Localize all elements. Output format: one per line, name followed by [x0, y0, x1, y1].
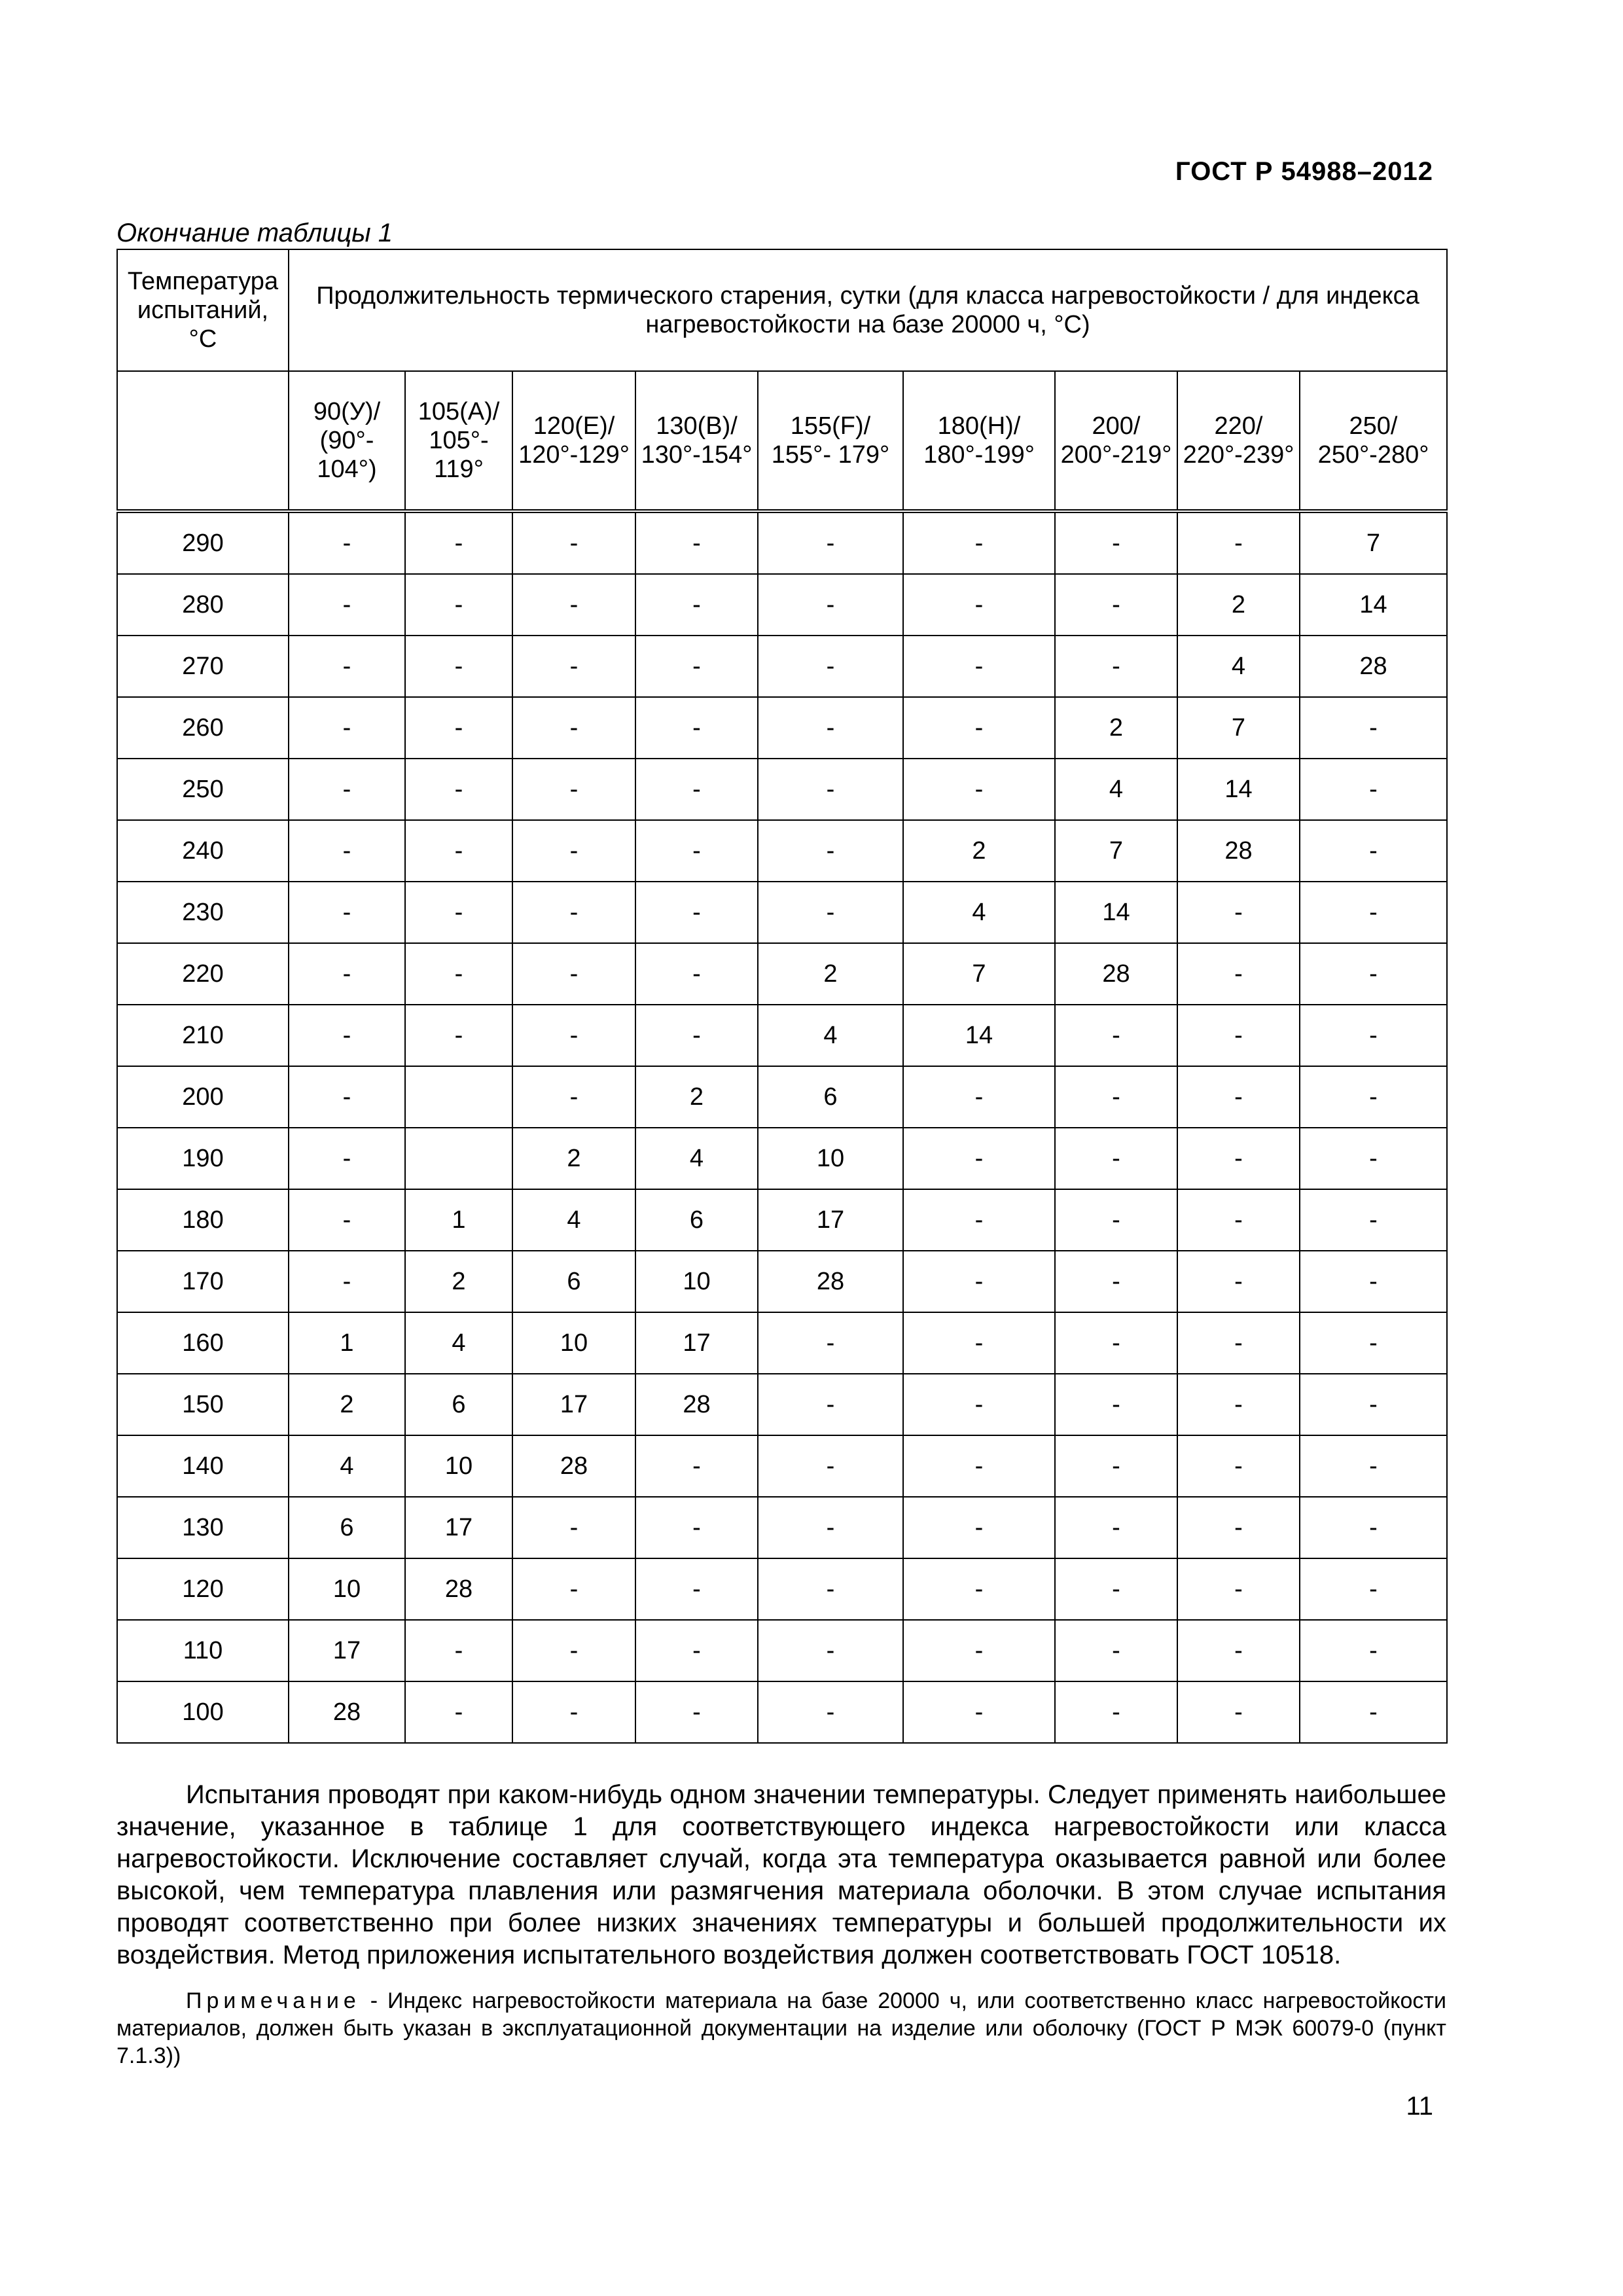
- duration-cell: -: [1300, 1005, 1447, 1066]
- duration-cell: -: [289, 1066, 405, 1128]
- duration-cell: -: [289, 511, 405, 574]
- duration-cell: -: [903, 511, 1055, 574]
- temperature-cell: 150: [117, 1374, 289, 1435]
- duration-cell: 2: [903, 820, 1055, 882]
- temperature-cell: 180: [117, 1189, 289, 1251]
- duration-cell: -: [405, 820, 512, 882]
- table-row: [117, 943, 1447, 1005]
- duration-cell: -: [903, 1497, 1055, 1558]
- duration-cell: -: [512, 1558, 635, 1620]
- duration-cell: -: [758, 1374, 903, 1435]
- body-paragraph: [116, 1779, 1446, 1971]
- duration-cell: -: [1300, 820, 1447, 882]
- duration-cell: -: [903, 1681, 1055, 1743]
- duration-cell: -: [1177, 1128, 1300, 1189]
- duration-cell: 14: [903, 1005, 1055, 1066]
- duration-cell: -: [512, 574, 635, 636]
- duration-cell: -: [512, 636, 635, 697]
- duration-cell: -: [635, 1497, 758, 1558]
- duration-cell: -: [289, 1189, 405, 1251]
- duration-cell: -: [1055, 1005, 1177, 1066]
- duration-cell: -: [1177, 1312, 1300, 1374]
- duration-cell: -: [512, 511, 635, 574]
- duration-cell: -: [903, 1620, 1055, 1681]
- duration-cell: 6: [758, 1066, 903, 1128]
- temperature-cell: 200: [117, 1066, 289, 1128]
- duration-cell: -: [1177, 1066, 1300, 1128]
- temperature-cell: 190: [117, 1128, 289, 1189]
- duration-cell: -: [512, 1497, 635, 1558]
- duration-cell: 28: [1177, 820, 1300, 882]
- document-code: ГОСТ Р 54988–2012: [1175, 157, 1433, 186]
- temperature-cell: 130: [117, 1497, 289, 1558]
- duration-cell: -: [289, 574, 405, 636]
- paragraph-text: Испытания проводят при каком-нибудь одном значении температуры. Следует применять наибольшее значение, указанное в таблице 1 для соответствующего индекса нагревостойкости или класса нагревостойкости. Исключение составляет случай, когда эта температура оказывается равной или более высокой, чем температура плавления или размягчения материала оболочки. В этом случае испытания проводят соответственно при более низких значениях температуры и большей продолжительности их воздействия. Метод приложения испытательного воздействия должен соответствовать ГОСТ 10518.: [116, 1780, 1446, 1969]
- duration-cell: -: [903, 1128, 1055, 1189]
- table-row: [117, 1066, 1447, 1128]
- duration-cell: 2: [405, 1251, 512, 1312]
- class-header-cell: 105(А)/ 105°- 119°: [405, 371, 512, 511]
- duration-cell: 10: [405, 1435, 512, 1497]
- temperature-cell: 260: [117, 697, 289, 759]
- duration-cell: 17: [635, 1312, 758, 1374]
- duration-cell: -: [289, 1128, 405, 1189]
- duration-cell: 4: [1055, 759, 1177, 820]
- aging-duration-table: [116, 249, 1448, 1744]
- table-row: [117, 636, 1447, 697]
- temperature-cell: 140: [117, 1435, 289, 1497]
- duration-cell: 7: [1055, 820, 1177, 882]
- duration-cell: [405, 1128, 512, 1189]
- duration-cell: -: [903, 697, 1055, 759]
- duration-cell: -: [512, 1681, 635, 1743]
- duration-cell: -: [758, 1435, 903, 1497]
- duration-cell: 7: [1177, 697, 1300, 759]
- duration-cell: -: [635, 1681, 758, 1743]
- duration-cell: -: [1300, 1251, 1447, 1312]
- duration-cell: 6: [512, 1251, 635, 1312]
- duration-cell: 6: [635, 1189, 758, 1251]
- duration-cell: -: [512, 943, 635, 1005]
- duration-cell: -: [1177, 1620, 1300, 1681]
- duration-cell: -: [289, 759, 405, 820]
- class-header-cell: 120(Е)/ 120°-129°: [512, 371, 635, 511]
- duration-cell: 2: [635, 1066, 758, 1128]
- temperature-cell: 170: [117, 1251, 289, 1312]
- duration-cell: 1: [405, 1189, 512, 1251]
- table-row: [117, 1312, 1447, 1374]
- duration-cell: 10: [758, 1128, 903, 1189]
- duration-cell: -: [512, 1066, 635, 1128]
- duration-cell: 4: [289, 1435, 405, 1497]
- duration-cell: -: [289, 882, 405, 943]
- duration-cell: -: [512, 1005, 635, 1066]
- duration-cell: -: [635, 759, 758, 820]
- duration-cell: 7: [1300, 511, 1447, 574]
- duration-cell: -: [405, 1681, 512, 1743]
- duration-cell: 2: [758, 943, 903, 1005]
- duration-cell: 17: [405, 1497, 512, 1558]
- duration-cell: -: [405, 636, 512, 697]
- duration-cell: -: [289, 943, 405, 1005]
- duration-cell: -: [1055, 1558, 1177, 1620]
- duration-cell: 28: [289, 1681, 405, 1743]
- duration-cell: -: [903, 759, 1055, 820]
- duration-cell: -: [1300, 1435, 1447, 1497]
- table-row: [117, 697, 1447, 759]
- table-row: [117, 759, 1447, 820]
- duration-cell: 28: [1300, 636, 1447, 697]
- duration-cell: -: [512, 1620, 635, 1681]
- duration-cell: -: [635, 1435, 758, 1497]
- duration-cell: -: [405, 1620, 512, 1681]
- duration-cell: -: [289, 636, 405, 697]
- duration-cell: -: [512, 820, 635, 882]
- duration-cell: [405, 1066, 512, 1128]
- duration-cell: -: [903, 1066, 1055, 1128]
- duration-cell: -: [1177, 882, 1300, 943]
- duration-cell: -: [758, 1497, 903, 1558]
- duration-cell: -: [1055, 574, 1177, 636]
- duration-cell: 2: [1177, 574, 1300, 636]
- duration-cell: -: [405, 882, 512, 943]
- duration-cell: 14: [1055, 882, 1177, 943]
- temperature-cell: 220: [117, 943, 289, 1005]
- duration-cell: -: [1055, 1251, 1177, 1312]
- duration-cell: -: [903, 1435, 1055, 1497]
- duration-cell: -: [289, 1251, 405, 1312]
- duration-cell: -: [1177, 1497, 1300, 1558]
- duration-cell: -: [405, 574, 512, 636]
- duration-cell: -: [1055, 1681, 1177, 1743]
- duration-cell: 17: [512, 1374, 635, 1435]
- temperature-cell: 280: [117, 574, 289, 636]
- duration-cell: -: [1300, 1066, 1447, 1128]
- duration-cell: 2: [289, 1374, 405, 1435]
- duration-cell: 14: [1300, 574, 1447, 636]
- class-header-cell: 90(У)/ (90°- 104°): [289, 371, 405, 511]
- duration-cell: -: [289, 820, 405, 882]
- duration-cell: -: [289, 697, 405, 759]
- table-caption: Окончание таблицы 1: [116, 219, 393, 247]
- duration-cell: 28: [405, 1558, 512, 1620]
- class-header-cell: 220/ 220°-239°: [1177, 371, 1300, 511]
- duration-header: Продолжительность термического старения, сутки (для класса нагревостойкости / для индекса нагревостойкости на базе 20000 ч, °С): [289, 249, 1447, 371]
- duration-cell: -: [635, 636, 758, 697]
- duration-cell: 17: [758, 1189, 903, 1251]
- duration-cell: -: [1300, 697, 1447, 759]
- duration-cell: -: [1300, 1374, 1447, 1435]
- table-row: [117, 1251, 1447, 1312]
- table-row: [117, 511, 1447, 574]
- class-header-cell: 250/ 250°-280°: [1300, 371, 1447, 511]
- duration-cell: 28: [635, 1374, 758, 1435]
- table-row: [117, 1681, 1447, 1743]
- duration-cell: 4: [405, 1312, 512, 1374]
- duration-cell: -: [512, 882, 635, 943]
- duration-cell: 10: [512, 1312, 635, 1374]
- duration-cell: 28: [512, 1435, 635, 1497]
- duration-cell: 2: [1055, 697, 1177, 759]
- table-row: [117, 820, 1447, 882]
- duration-cell: -: [1177, 1374, 1300, 1435]
- duration-cell: -: [758, 1620, 903, 1681]
- class-header-cell: 155(F)/ 155°- 179°: [758, 371, 903, 511]
- duration-cell: -: [758, 882, 903, 943]
- duration-cell: -: [903, 1374, 1055, 1435]
- table-row: [117, 1374, 1447, 1435]
- duration-cell: -: [903, 636, 1055, 697]
- duration-cell: -: [635, 943, 758, 1005]
- page-number: 11: [1406, 2092, 1433, 2121]
- duration-cell: -: [758, 1312, 903, 1374]
- temperature-cell: 290: [117, 511, 289, 574]
- duration-cell: 10: [289, 1558, 405, 1620]
- duration-cell: -: [903, 1251, 1055, 1312]
- temperature-cell: 110: [117, 1620, 289, 1681]
- duration-cell: 4: [635, 1128, 758, 1189]
- duration-cell: -: [1300, 1681, 1447, 1743]
- duration-cell: -: [1177, 1681, 1300, 1743]
- duration-cell: -: [1300, 1620, 1447, 1681]
- duration-cell: -: [512, 697, 635, 759]
- table-row: [117, 1189, 1447, 1251]
- duration-cell: 4: [512, 1189, 635, 1251]
- duration-cell: -: [1177, 511, 1300, 574]
- table-row: [117, 1128, 1447, 1189]
- duration-cell: -: [903, 1312, 1055, 1374]
- class-header-row: [117, 371, 1447, 511]
- duration-cell: -: [1055, 1066, 1177, 1128]
- duration-cell: 1: [289, 1312, 405, 1374]
- duration-cell: -: [1055, 1189, 1177, 1251]
- duration-cell: -: [512, 759, 635, 820]
- duration-cell: -: [635, 882, 758, 943]
- duration-cell: -: [903, 1558, 1055, 1620]
- temperature-cell: 250: [117, 759, 289, 820]
- class-header-cell: 180(Н)/ 180°-199°: [903, 371, 1055, 511]
- duration-cell: -: [289, 1005, 405, 1066]
- duration-cell: -: [635, 1558, 758, 1620]
- duration-cell: -: [1300, 943, 1447, 1005]
- duration-cell: -: [405, 1005, 512, 1066]
- duration-cell: 14: [1177, 759, 1300, 820]
- duration-cell: -: [1055, 1497, 1177, 1558]
- duration-cell: 28: [1055, 943, 1177, 1005]
- duration-cell: -: [1177, 943, 1300, 1005]
- duration-cell: -: [758, 1681, 903, 1743]
- duration-cell: -: [405, 697, 512, 759]
- duration-cell: -: [758, 574, 903, 636]
- duration-cell: -: [1300, 1497, 1447, 1558]
- duration-cell: -: [758, 511, 903, 574]
- duration-cell: -: [635, 820, 758, 882]
- duration-cell: -: [1055, 1374, 1177, 1435]
- duration-cell: 6: [289, 1497, 405, 1558]
- temperature-cell: 230: [117, 882, 289, 943]
- class-header-cell: 130(В)/ 130°-154°: [635, 371, 758, 511]
- duration-cell: 10: [635, 1251, 758, 1312]
- duration-cell: -: [1055, 1435, 1177, 1497]
- duration-cell: -: [1300, 1128, 1447, 1189]
- duration-cell: -: [405, 943, 512, 1005]
- duration-cell: -: [1177, 1189, 1300, 1251]
- duration-cell: -: [405, 759, 512, 820]
- duration-cell: -: [1300, 1312, 1447, 1374]
- note-label: Примечание: [186, 1988, 361, 2013]
- duration-cell: -: [405, 511, 512, 574]
- note-text: - Индекс нагревостойкости материала на базе 20000 ч, или соответственно класс нагревостойкости материалов, должен быть указан в эксплуатационной документации на изделие или оболочку (ГОСТ Р МЭК 60079-0 (пункт 7.1.3)): [116, 1988, 1446, 2068]
- duration-cell: -: [758, 636, 903, 697]
- duration-cell: -: [1055, 1128, 1177, 1189]
- duration-cell: 17: [289, 1620, 405, 1681]
- duration-cell: -: [1055, 1620, 1177, 1681]
- note: [116, 1987, 1446, 2070]
- temperature-cell: 270: [117, 636, 289, 697]
- duration-cell: -: [635, 574, 758, 636]
- duration-cell: -: [1177, 1005, 1300, 1066]
- table-header-row: [117, 249, 1447, 371]
- duration-cell: 6: [405, 1374, 512, 1435]
- duration-cell: -: [758, 1558, 903, 1620]
- table-row: [117, 882, 1447, 943]
- temperature-cell: 100: [117, 1681, 289, 1743]
- temperature-cell: 120: [117, 1558, 289, 1620]
- duration-cell: 28: [758, 1251, 903, 1312]
- duration-cell: -: [635, 511, 758, 574]
- table-row: [117, 1435, 1447, 1497]
- temperature-header: Температура испытаний, °С: [117, 249, 289, 371]
- duration-cell: -: [1300, 882, 1447, 943]
- duration-cell: -: [1177, 1435, 1300, 1497]
- table-row: [117, 574, 1447, 636]
- temperature-cell: 160: [117, 1312, 289, 1374]
- duration-cell: 7: [903, 943, 1055, 1005]
- duration-cell: -: [903, 574, 1055, 636]
- duration-cell: -: [1177, 1558, 1300, 1620]
- table-row: [117, 1497, 1447, 1558]
- duration-cell: -: [1300, 759, 1447, 820]
- duration-cell: -: [1055, 1312, 1177, 1374]
- table-row: [117, 1620, 1447, 1681]
- duration-cell: -: [635, 1005, 758, 1066]
- duration-cell: -: [758, 820, 903, 882]
- table-row: [117, 1005, 1447, 1066]
- duration-cell: 2: [512, 1128, 635, 1189]
- duration-cell: -: [1177, 1251, 1300, 1312]
- duration-cell: 4: [758, 1005, 903, 1066]
- duration-cell: -: [1300, 1189, 1447, 1251]
- duration-cell: -: [635, 1620, 758, 1681]
- duration-cell: 4: [903, 882, 1055, 943]
- duration-cell: -: [635, 697, 758, 759]
- empty-header-cell: [117, 371, 289, 511]
- duration-cell: -: [758, 759, 903, 820]
- duration-cell: -: [758, 697, 903, 759]
- duration-cell: 4: [1177, 636, 1300, 697]
- temperature-cell: 240: [117, 820, 289, 882]
- table-row: [117, 1558, 1447, 1620]
- duration-cell: -: [1055, 511, 1177, 574]
- duration-cell: -: [903, 1189, 1055, 1251]
- duration-cell: -: [1300, 1558, 1447, 1620]
- duration-cell: -: [1055, 636, 1177, 697]
- temperature-cell: 210: [117, 1005, 289, 1066]
- class-header-cell: 200/ 200°-219°: [1055, 371, 1177, 511]
